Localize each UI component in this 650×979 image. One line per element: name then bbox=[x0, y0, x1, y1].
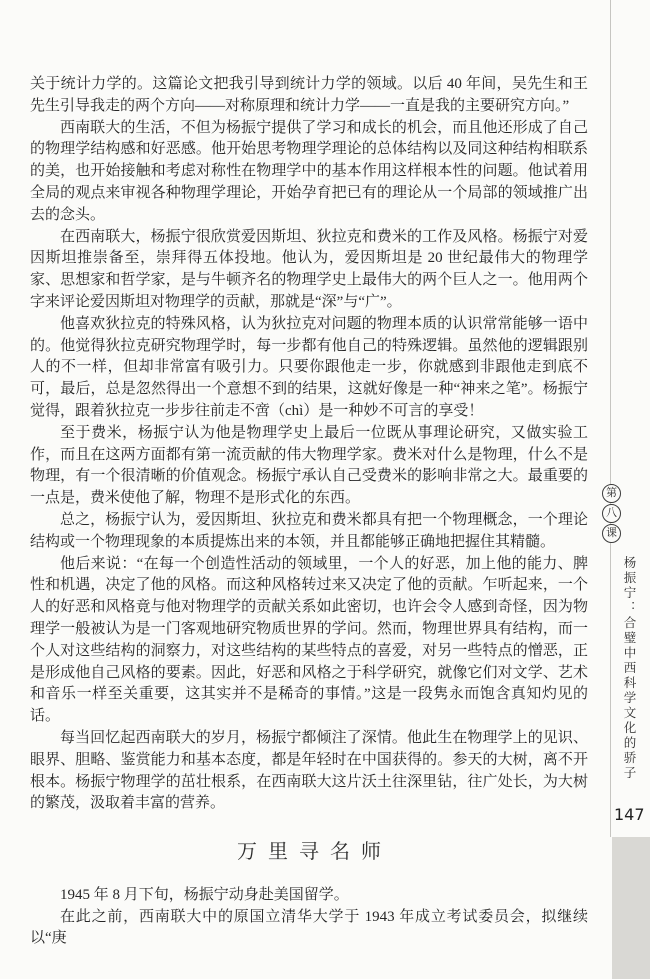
sidebar-divider bbox=[610, 0, 611, 837]
lesson-badge bbox=[602, 484, 621, 543]
paragraph-3: 在西南联大，杨振宁很欣赏爱因斯坦、狄拉克和费米的工作及风格。杨振宁对爱因斯坦推崇备至，崇拜得五体投地。他认为，爱因斯坦是 20 世纪最伟大的物理学家、思想家和哲学家，是与牛顿齐名的物理学史上最伟大的两个巨人之一。他用两个字来评论爱因斯坦对物理学的贡献，那就是“深”与“广”。 bbox=[30, 228, 588, 310]
page-number: 147 bbox=[614, 805, 645, 824]
section-heading: 万里寻名师 bbox=[237, 841, 392, 864]
paragraph-2: 西南联大的生活，不但为杨振宁提供了学习和成长的机会，而且他还形成了自己的物理学结构感和好恶感。他开始思考物理学理论的总体结构以及同这种结构相联系的美，也开始接触和考虑对称性在物理学中的基本作用这样根本性的问题。他试着用全局的观点来审视各种物理学理论，开始孕育把已有的理论从一个局部的领域推广出去的念头。 bbox=[30, 119, 588, 223]
paragraph-8: 每当回忆起西南联大的岁月，杨振宁都倾注了深情。他此生在物理学上的见识、眼界、胆略、鉴赏能力和基本态度，都是年轻时在中国获得的。参天的大树，离不开根本。杨振宁物理学的茁壮根系，在西南联大这片沃土往深里钻，往广处长，为大树的繁茂，汲取着丰富的营养。 bbox=[30, 729, 588, 812]
paragraph-9: 1945 年 8 月下旬，杨振宁动身赴美国留学。 bbox=[60, 886, 349, 903]
paragraph-4: 他喜欢狄拉克的特殊风格，认为狄拉克对问题的物理本质的认识常常能够一语中的。他觉得狄拉克研究物理学时，每一步都有他自己的特殊逻辑。虽然他的逻辑跟别人的不一样，但却非常富有吸引力。只要你跟他走一步，你就感到非跟他走到底不可，最后，总是忽然得出一个意想不到的结果，这就好像是一种“神来之笔”。杨振宁觉得，跟着狄拉克一步步往前走不啻（chì）是一种妙不可言的享受！ bbox=[30, 315, 588, 419]
paragraph-6: 总之，杨振宁认为，爱因斯坦、狄拉克和费米都具有把一个物理概念，一个理论结构或一个物理现象的本质提炼出来的本领，并且都能够正确地把握住其精髓。 bbox=[30, 511, 588, 550]
lesson-badge-char-3: 课 bbox=[602, 524, 621, 543]
paragraph-10: 在此之前，西南联大中的原国立清华大学于 1943 年成立考试委员会，拟继续以“庚 bbox=[30, 908, 588, 947]
lesson-badge-char-1: 第 bbox=[602, 484, 621, 503]
page-edge-tab bbox=[612, 837, 650, 979]
lesson-badge-char-2: 八 bbox=[602, 504, 621, 523]
paragraph-7: 他后来说：“在每一个创造性活动的领域里，一个人的好恶，加上他的能力、脾性和机遇，决定了他的风格。而这种风格转过来又决定了他的贡献。乍听起来，一个人的好恶和风格竟与他对物理学的贡献关系如此密切，也许会令人感到奇怪，因为物理学一般被认为是一门客观地研究物质世界的学问。然而，物理世界具有结构，而一个人对这些结构的洞察力，对这些结构的某些特点的喜爱，对另一些特点的憎恶，正是形成他自己风格的要素。因此，好恶和风格之于科学研究，就像它们对文学、艺术和音乐一样至关重要，这其实并不是稀奇的事情。”这是一段隽永而饱含真知灼见的话。 bbox=[30, 555, 588, 725]
paragraph-5: 至于费米，杨振宁认为他是物理学史上最后一位既从事理论研究，又做实验工作，而且在这两方面都有第一流贡献的伟大物理学家。费米对什么是物理，什么不是物理，有一个很清晰的价值观念。杨振宁承认自己受费米的影响非常之大。最重要的一点是，费米使他了解，物理不是形式化的东西。 bbox=[30, 424, 588, 507]
chapter-title-vertical: 杨振宁：合璧中西科学文化的骄子 bbox=[622, 556, 636, 781]
paragraph-1: 关于统计力学的。这篇论文把我引导到统计力学的领域。以后 40 年间，吴先生和王先生引导我走的两个方向——对称原理和统计力学——一直是我的主要研究方向。” bbox=[30, 76, 588, 114]
text-column bbox=[30, 74, 588, 950]
